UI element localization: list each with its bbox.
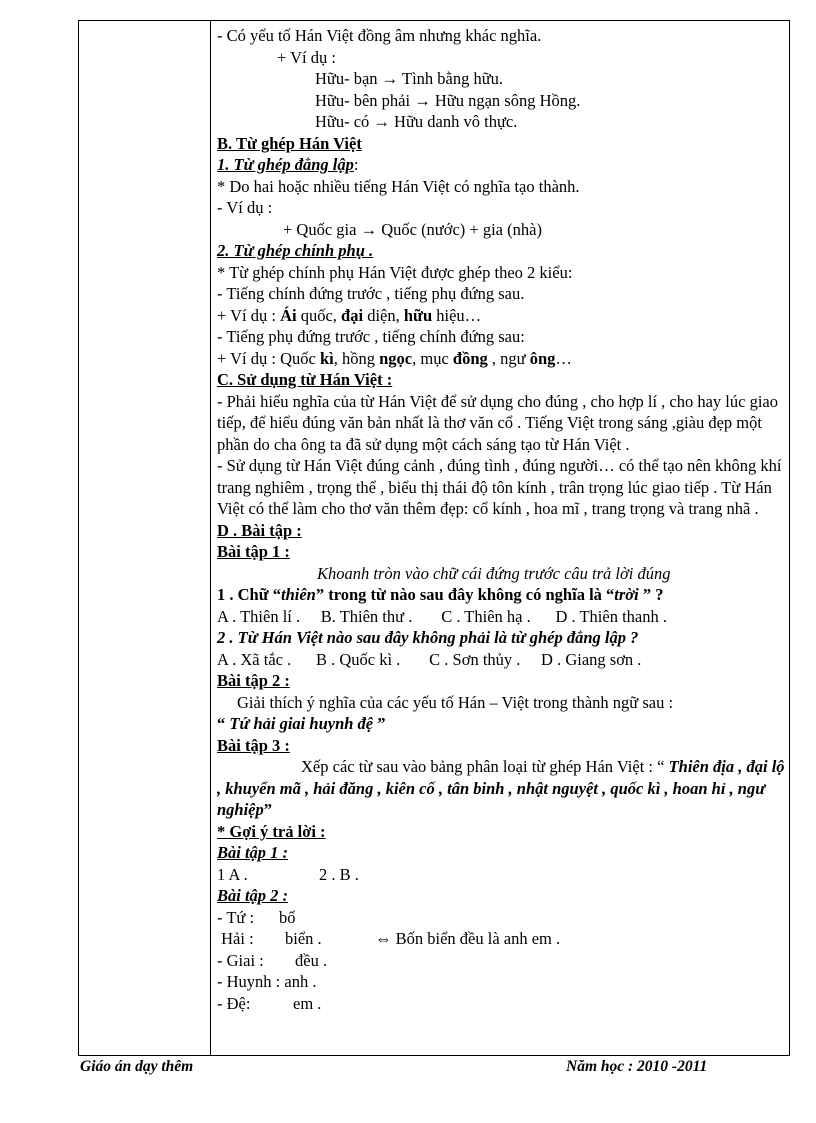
answer-line: [217, 907, 787, 929]
text-span: 1 A .: [217, 864, 248, 884]
text-span: đều .: [295, 950, 328, 970]
text-span: , ngư: [487, 348, 530, 368]
answer-line: [217, 864, 787, 886]
answer-2-heading: Bài tập 2 :: [217, 886, 289, 905]
section-heading-c: C. Sử dụng từ Hán Việt :: [217, 370, 393, 389]
text-span: Xếp các từ sau vào bảng phân loại từ ghép Hán Việt : “: [301, 757, 669, 776]
text-span: ”: [263, 800, 273, 819]
text-line: + Ví dụ :: [277, 47, 336, 67]
exercise-2-heading: Bài tập 2 :: [217, 671, 290, 690]
text-line: Hữu- bạn → Tình bằng hữu.: [315, 69, 504, 88]
paragraph: [217, 756, 787, 821]
footer-left: Giáo án dạy thêm: [80, 1058, 194, 1075]
text-line: + Quốc gia → Quốc (nước) + gia (nhà): [283, 219, 542, 239]
answer-line: [217, 950, 787, 972]
text-span: …: [555, 348, 572, 368]
idiom: Tứ hải giai huynh đệ: [229, 714, 374, 733]
text-line: * Từ ghép chính phụ Hán Việt được ghép theo 2 kiểu:: [217, 262, 573, 282]
content-column: [217, 25, 787, 1014]
text-line: Hữu- bên phải → Hữu ngạn sông Hồng.: [315, 90, 581, 110]
text-line: - Tiếng chính đứng trước , tiếng phụ đứng sau.: [217, 284, 525, 303]
text-span: em .: [293, 993, 322, 1013]
example-line: [217, 305, 787, 327]
text-span: + Ví dụ :: [217, 305, 281, 325]
text-span: hiệu…: [432, 305, 482, 325]
text-span: 1 . Chữ “: [217, 585, 281, 604]
section-heading-d: D . Bài tập :: [217, 520, 302, 540]
text-span: Hải :: [217, 929, 254, 948]
emphasis-word: thiên: [281, 585, 316, 604]
subheading-colon: :: [353, 155, 359, 174]
word-list: Thiên địa , đại lộ , khuyển mã , hải đăng , kiên cố , tân binh , nhật nguyệt , quốc kì , hoan hỉ , ngư nghiệp: [217, 757, 785, 819]
text-span: - Đệ:: [217, 993, 251, 1013]
question-1: [217, 584, 787, 606]
emphasis-word: trời: [614, 585, 639, 604]
left-column: [79, 21, 211, 1055]
text-span: 2 . B .: [319, 864, 359, 884]
text-span: ” trong từ nào sau đây không có nghĩa là “: [315, 585, 615, 604]
text-line: - Ví dụ :: [217, 198, 273, 217]
text-span: diện,: [363, 305, 404, 325]
idiom-line: [217, 713, 787, 735]
text-span: - Tứ :: [217, 907, 255, 927]
paragraph: - Phải hiểu nghĩa của từ Hán Việt để sử dụng cho đúng , cho hợp lí , cho hay lúc giao tiếp, để hiểu đúng văn bản nhất là thơ văn cổ . Tiếng Việt trong sáng ,giàu đẹp một phần do cha ông ta đã sử dụng một cách sáng tạo từ Hán Việt .: [217, 391, 778, 454]
bold-word: đồng: [452, 348, 488, 368]
text-span: - Giai :: [217, 950, 264, 970]
bold-word: hữu: [403, 305, 433, 325]
subheading-2: 2. Từ ghép chính phụ .: [217, 241, 374, 260]
lesson-table: [78, 20, 790, 1056]
text-line: * Do hai hoặc nhiều tiếng Hán Việt có nghĩa tạo thành.: [217, 176, 580, 196]
text-span: , mục: [412, 348, 453, 368]
text-span: ”: [373, 714, 386, 733]
question-2: 2 . Từ Hán Việt nào sau đây không phải là từ ghép đẳng lập ?: [217, 628, 639, 647]
text-line: Hữu- có → Hữu danh vô thực.: [315, 112, 518, 131]
text-span: biển .: [285, 929, 322, 948]
subheading-line: [217, 154, 787, 176]
section-heading-b: B. Từ ghép Hán Việt: [217, 133, 362, 153]
bold-word: kì: [319, 348, 334, 368]
text-span: bố: [279, 907, 296, 927]
text-span: “: [217, 714, 230, 733]
answer-options: A . Xã tắc . B . Quốc kì . C . Sơn thủy . D . Giang sơn .: [217, 649, 642, 669]
text-span: , hồng: [333, 348, 380, 368]
exercise-3-heading: Bài tập 3 :: [217, 735, 290, 755]
text-line: Giải thích ý nghĩa của các yếu tố Hán – Việt trong thành ngữ sau :: [237, 692, 674, 712]
text-line: - Có yếu tố Hán Việt đồng âm nhưng khác nghĩa.: [217, 26, 542, 45]
bold-word: Ái: [280, 305, 297, 325]
answer-line: [217, 928, 787, 950]
bold-word: ngọc: [379, 348, 413, 368]
answer-1-heading: Bài tập 1 :: [217, 843, 289, 862]
answer-heading: * Gợi ý trả lời :: [217, 821, 326, 841]
footer-right: Năm học : 2010 -2011: [566, 1058, 708, 1075]
answer-line: [217, 993, 787, 1015]
text-span: quốc,: [296, 305, 342, 325]
example-line: [217, 348, 787, 370]
text-span: + Ví dụ : Quốc: [217, 348, 320, 368]
paragraph: - Sử dụng từ Hán Việt đúng cảnh , đúng tình , đúng người… có thể tạo nên không khí trang nghiêm , trọng thể , biểu thị thái độ tôn kính , trân trọng lúc giao tiếp . Từ Hán Việt có thể làm cho thơ văn thêm đẹp: cổ kính , hoa mĩ , trang trọng và trang nhã .: [217, 456, 782, 518]
text-span: ⇔ Bốn biển đều là anh em .: [375, 929, 561, 948]
text-span: ” ?: [638, 585, 664, 604]
instruction-line: Khoanh tròn vào chữ cái đứng trước câu trả lời đúng: [317, 563, 671, 583]
answer-line: - Huynh : anh .: [217, 972, 317, 991]
answer-options: A . Thiên lí . B. Thiên thư . C . Thiên hạ . D . Thiên thanh .: [217, 606, 667, 626]
text-line: - Tiếng phụ đứng trước , tiếng chính đứng sau:: [217, 327, 525, 346]
bold-word: đại: [341, 305, 364, 325]
subheading-1: 1. Từ ghép đẳng lập: [217, 155, 354, 174]
bold-word: ông: [529, 348, 556, 368]
exercise-1-heading: Bài tập 1 :: [217, 542, 290, 561]
